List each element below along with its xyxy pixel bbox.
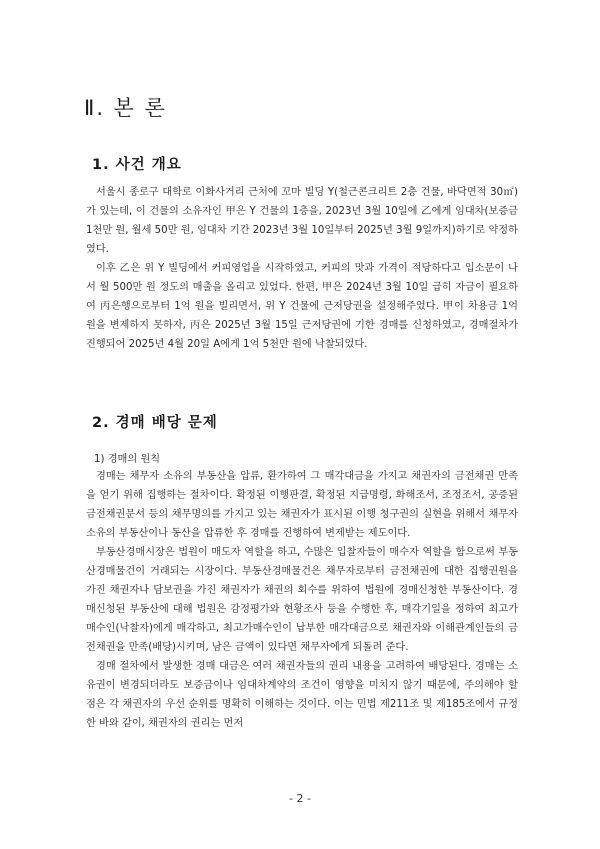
section-2-body bbox=[86, 467, 518, 733]
section-1-paragraph: 서울시 종로구 대학로 이화사거리 근처에 꼬마 빌딩 Y(철근콘크리트 2층 건물, 바닥면적 30㎡)가 있는데, 이 건물의 소유자인 甲은 Y 건물의 1층을, 2023년 3월 10일에 乙에게 임대차(보증금 1천만 원, 월세 50만 원, 임대차 기간 2023년 3월 10일부터 2025년 3월 9일까지)하기로 약정하였다. bbox=[86, 187, 518, 255]
section-1-paragraph: 이후 乙은 위 Y 빌딩에서 커피영업을 시작하였고, 커피의 맛과 가격이 적당하다고 입소문이 나서 월 500만 원 정도의 매출을 올리고 있었다. 한편, 甲은 2024년 3월 10일 급히 자금이 필요하여 丙은행으로부터 1억 원을 빌리면서, 위 Y 건물에 근저당권을 설정해주었다. 甲이 차용금 1억 원을 변제하지 못하자, 丙은 2025년 3월 15일 근저당권에 기한 경매를 신청하였고, 경매절차가 진행되어 2025년 4월 20일 A에게 1억 5천만 원에 낙찰되었다. bbox=[86, 263, 518, 350]
section-2-paragraph: 경매는 채무자 소유의 부동산을 압류, 환가하여 그 매각대금을 가지고 채권자의 금전채권 만족을 얻기 위해 집행하는 절차이다. 확정된 이행판결, 확정된 지급명령, 화해조서, 조정조서, 공증된 금전채권문서 등의 채무명의를 가지고 있는 채권자가 표시된 이행 청구권의 실현을 위해서 채무자 소유의 부동산이나 동산을 압류한 후 경매를 진행하여 변제받는 제도이다. bbox=[86, 471, 518, 539]
section-1-title: 1. 사건 개요 bbox=[92, 157, 182, 173]
section-2-paragraph: 경매 절차에서 발생한 경매 대금은 여러 채권자들의 권리 내용을 고려하여 배당된다. 경매는 소유권이 변경되더라도 보증금이나 임대차계약의 조건이 영향을 미치지 않기 때문에, 주의해야 할 점은 각 채권자의 우선 순위를 명확히 이해하는 것이다. 이는 민법 제211조 및 제185조에서 규정한 바와 같이, 채권자의 권리는 먼저 bbox=[86, 661, 518, 729]
section-2-title: 2. 경매 배당 문제 bbox=[92, 415, 218, 431]
section-2-subheading: 1) 경매의 원칙 bbox=[94, 454, 161, 465]
section-2-paragraph: 부동산경매시장은 법원이 매도자 역할을 하고, 수많은 입찰자들이 매수자 역할을 함으로써 부동산경매물건이 거래되는 시장이다. 부동산경매물건은 채무자로부터 금전채권에 대한 집행권원을 가진 채권자나 담보권을 가진 채권자가 채권의 회수를 위하여 법원에 경매신청한 부동산이다. 경매신청된 부동산에 대해 법원은 감정평가와 현황조사 등을 수행한 후, 매각기일을 정하여 최고가매수인(낙찰자)에게 매각하고, 최고가매수인이 납부한 매각대금으로 채권자와 이해관계인들의 금전채권을 만족(배당)시키며, 남은 금액이 있다면 채무자에게 되돌려 준다. bbox=[86, 547, 518, 653]
page-number: - 2 - bbox=[289, 792, 311, 805]
chapter-title: Ⅱ. 본 론 bbox=[84, 96, 167, 120]
section-1-body bbox=[86, 183, 518, 354]
